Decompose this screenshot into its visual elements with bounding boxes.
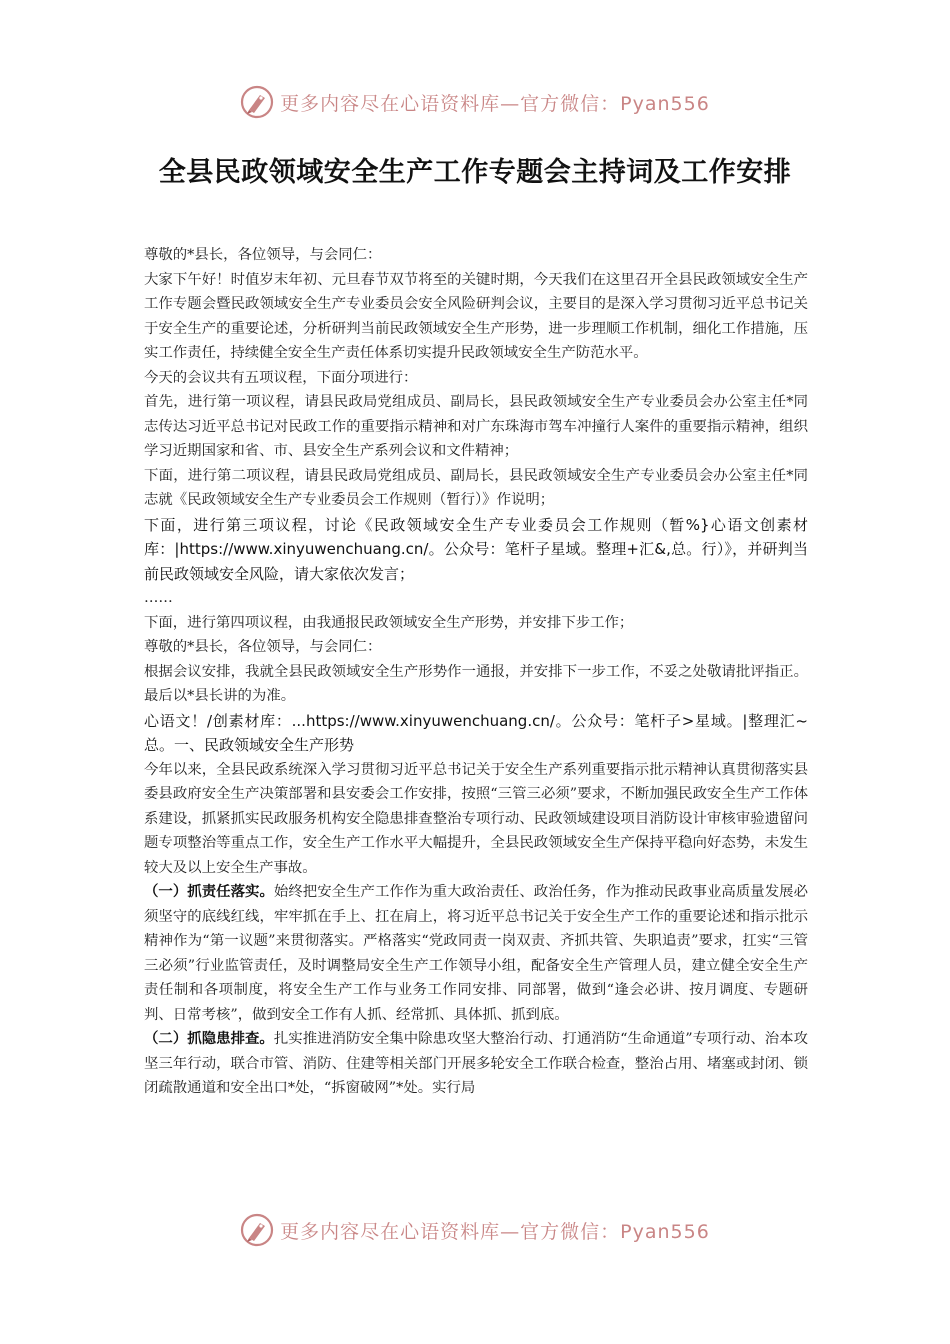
page-title: 全县民政领域安全生产工作专题会主持词及工作安排 [158,157,792,188]
paragraph: （一）抓责任落实。始终把安全生产工作作为重大政治责任、政治任务，作为推动民政事业高质量发展必须坚守的底线红线，牢牢抓在手上、扛在肩上，将习近平总书记关于安全生产工作的重要论述和指示批示精神作为“第一议题”来贯彻落实。严格落实“党政同责一岗双责、齐抓共管、失职追责”要求，扛实“三管三必须”行业监管责任，及时调整局安全生产工作领导小组，配备安全生产管理人员，建立健全安全生产责任制和各项制度，将安全生产工作与业务工作同安排、同部署，做到“逢会必讲、按月调度、专题研判、日常考核”，做到安全工作有人抓、经常抓、具体抓、抓到底。 [144,883,808,1023]
paragraph: （二）抓隐患排查。扎实推进消防安全集中除患攻坚大整治行动、打通消防“生命通道”专项行动、治本攻坚三年行动，联合市管、消防、住建等相关部门开展多轮安全工作联合检查，整治占用、堵塞或封闭、锁闭疏散通道和安全出口*处，“拆窗破网”*处。实行局 [144,1030,808,1096]
paragraph: 心语文！/创素材库：...https://www.xinyuwenchuang.cn/。公众号：笔杆子>星域。|整理汇~总。一、民政领域安全生产形势 [144,711,808,754]
paragraph: 根据会议安排，我就全县民政领域安全生产形势作一通报，并安排下一步工作，不妥之处敬请批评指正。最后以*县长讲的为准。 [144,663,808,704]
paragraph: 下面，进行第四项议程，由我通报民政领域安全生产形势，并安排下步工作； [144,614,634,631]
section-lead: （二）抓隐患排查。 [144,1030,274,1047]
paragraph: 今年以来，全县民政系统深入学习贯彻习近平总书记关于安全生产系列重要指示批示精神认真贯彻落实县委县政府安全生产决策部署和县安委会工作安排，按照“三管三必须”要求，不断加强民政安全生产工作体系建设，抓紧抓实民政服务机构安全隐患排查整治专项行动、民政领域建设项目消防设计审核审验遗留问题专项整治等重点工作，安全生产工作水平大幅提升，全县民政领域安全生产保持平稳向好态势，未发生较大及以上安全生产事故。 [144,761,808,876]
document-body [144,243,808,1101]
wechat-id: Pyan556 [620,92,710,115]
salutation: 尊敬的*县长，各位领导，与会同仁： [144,639,382,655]
paragraph: 首先，进行第一项议程，请县民政局党组成员、副局长，县民政领域安全生产专业委员会办公室主任*同志传达习近平总书记对民政工作的重要指示精神和对广东珠海市驾车冲撞行人案件的重要指示精神，组织学习近期国家和省、市、县安全生产系列会议和文件精神； [144,394,808,459]
paragraph: 下面，进行第二项议程，请县民政局党组成员、副局长，县民政领域安全生产专业委员会办公室主任*同志就《民政领域安全生产专业委员会工作规则（暂行）》作说明； [144,467,808,508]
banner-text: 更多内容尽在心语资料库—官方微信：Pyan556 [280,92,710,115]
footer-banner [0,1210,950,1250]
pen-nib-icon [240,85,274,119]
ellipsis: …… [144,590,173,606]
section-lead: （一）抓责任落实。 [144,883,274,900]
banner-text: 更多内容尽在心语资料库—官方微信：Pyan556 [280,1220,710,1243]
wechat-id: Pyan556 [620,1220,710,1243]
header-banner [0,82,950,122]
paragraph: 今天的会议共有五项议程，下面分项进行： [144,369,418,386]
paragraph: 下面，进行第三项议程，讨论《民政领域安全生产专业委员会工作规则（暂%}心语文创素材库：|https://www.xinyuwenchuang.cn/。公众号：笔杆子星域。整理+汇&,总。行）》，并研判当前民政领域安全风险，请大家依次发言； [144,515,808,583]
pen-nib-icon [240,1213,274,1247]
salutation: 尊敬的*县长，各位领导，与会同仁： [144,247,382,263]
paragraph: 大家下午好！时值岁末年初、元旦春节双节将至的关键时期，今天我们在这里召开全县民政领域安全生产工作专题会暨民政领域安全生产专业委员会安全风险研判会议，主要目的是深入学习贯彻习近平总书记关于安全生产的重要论述，分析研判当前民政领域安全生产形势，进一步理顺工作机制，细化工作措施，压实工作责任，持续健全安全生产责任体系切实提升民政领域安全生产防范水平。 [144,271,808,361]
